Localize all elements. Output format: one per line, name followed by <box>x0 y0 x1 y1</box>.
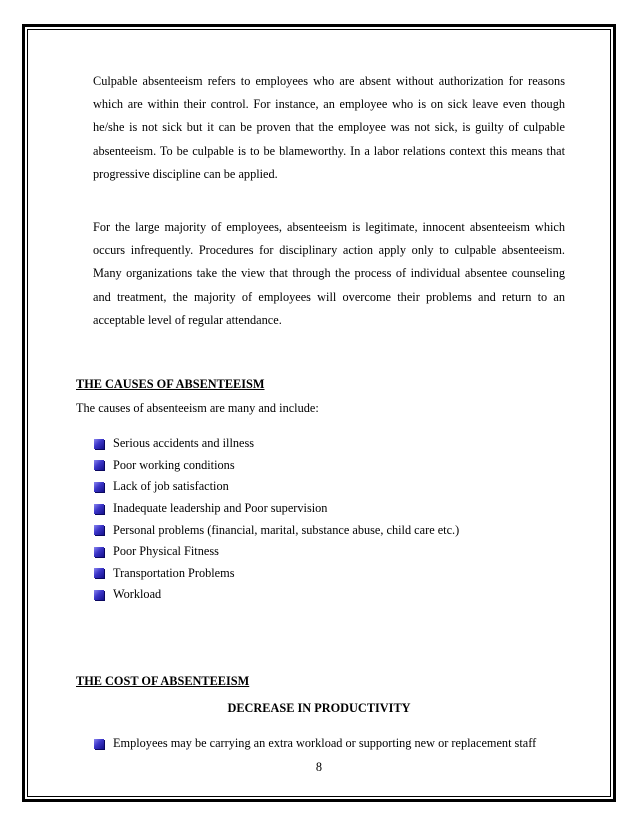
list-item <box>94 433 459 455</box>
list-item-label: Personal problems (financial, marital, substance abuse, child care etc.) <box>113 522 460 537</box>
list-item-label: Transportation Problems <box>113 565 235 580</box>
list-item <box>94 476 459 498</box>
causes-heading: THE CAUSES OF ABSENTEEISM <box>76 377 265 391</box>
list-item-label: Inadequate leadership and Poor supervision <box>113 501 328 516</box>
list-item-label: Workload <box>113 587 162 602</box>
square-bullet-icon <box>94 525 104 535</box>
cost-subheading: DECREASE IN PRODUCTIVITY <box>227 701 411 715</box>
list-item <box>94 584 459 606</box>
paragraph-innocent-absenteeism: For the large majority of employees, absenteeism is legitimate, innocent absenteeism which occurs infrequently. Procedures for disciplinary action apply only to culpable absenteeism. Many organizations take the view that through the process of individual absentee counseling and treatment, the majority of employees will overcome their problems and return to an acceptable level of regular attendance. <box>93 220 565 327</box>
list-item <box>94 541 459 563</box>
list-item <box>94 498 459 520</box>
square-bullet-icon <box>94 482 104 492</box>
list-item-label: Serious accidents and illness <box>113 436 255 451</box>
list-item-label: Lack of job satisfaction <box>113 479 229 494</box>
list-item <box>94 455 459 477</box>
causes-intro: The causes of absenteeism are many and include: <box>76 401 319 415</box>
square-bullet-icon <box>94 590 104 600</box>
square-bullet-icon <box>94 460 104 470</box>
page-number: 8 <box>315 760 323 774</box>
square-bullet-icon <box>94 439 104 449</box>
list-item <box>94 563 459 585</box>
square-bullet-icon <box>94 547 104 557</box>
paragraph-culpable-absenteeism: Culpable absenteeism refers to employees who are absent without authorization for reasons which are within their control. For instance, an employee who is on sick leave even though he/she is not sick but it can be proven that the employee was not sick, is guilty of culpable absenteeism. To be culpable is to be blameworthy. In a labor relations context this means that progressive discipline can be applied. <box>93 74 565 181</box>
list-item <box>94 733 536 755</box>
list-item-label: Poor Physical Fitness <box>113 544 219 559</box>
list-item <box>94 519 459 541</box>
list-item-label: Poor working conditions <box>113 457 235 472</box>
square-bullet-icon <box>94 739 104 749</box>
list-item-label: Employees may be carrying an extra workload or supporting new or replacement staff <box>113 736 537 751</box>
square-bullet-icon <box>94 568 104 578</box>
cost-list <box>94 733 536 755</box>
cost-heading: THE COST OF ABSENTEEISM <box>76 674 250 688</box>
square-bullet-icon <box>94 504 104 514</box>
causes-list <box>94 433 459 606</box>
